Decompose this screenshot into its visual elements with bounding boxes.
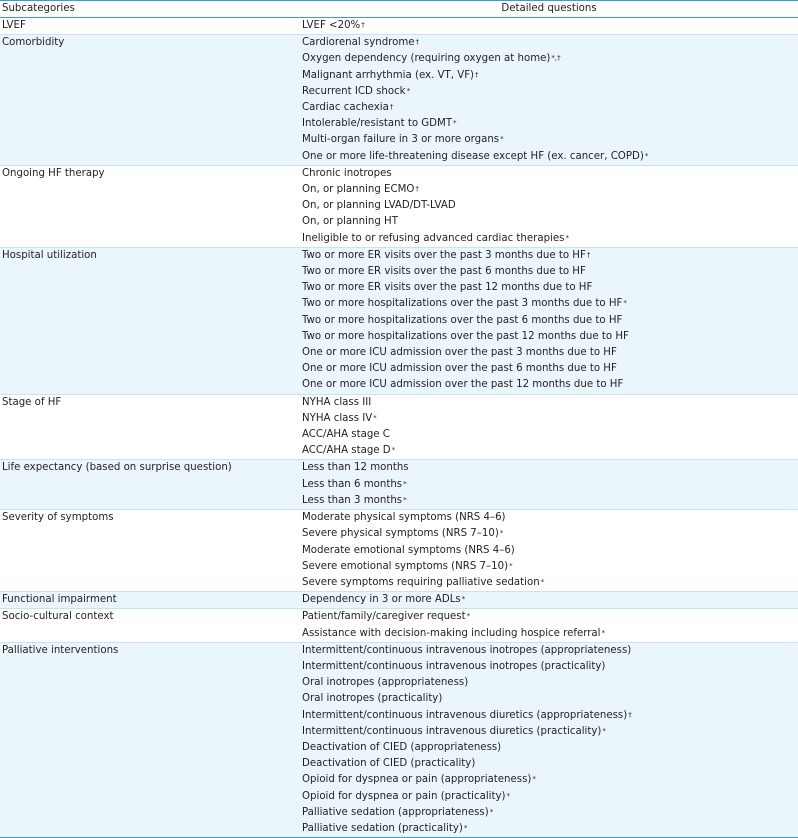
table-row <box>0 68 798 84</box>
question-text: Severe symptoms requiring palliative sedation <box>302 576 540 588</box>
question-text: Intermittent/continuous intravenous diuretics (practicality) <box>302 725 602 737</box>
question-cell <box>300 84 798 100</box>
question-text: On, or planning LVAD/DT-LVAD <box>302 200 456 212</box>
question-text: Cardiorenal syndrome <box>302 37 415 49</box>
question-text: Oxygen dependency (requiring oxygen at home) <box>302 53 551 65</box>
subcategory-cell <box>0 68 300 84</box>
question-text: Intermittent/continuous intravenous inotropes (appropriateness) <box>302 644 632 656</box>
question-cell <box>300 592 798 609</box>
question-cell <box>300 35 798 52</box>
question-text: Intolerable/resistant to GDMT <box>302 118 453 130</box>
question-text: Multi-organ failure in 3 or more organs <box>302 134 500 146</box>
footnote-marker: * <box>506 791 511 800</box>
footnote-marker: * <box>509 561 513 570</box>
question-text: Two or more hospitalizations over the past 12 months due to HF <box>302 330 629 342</box>
table-row <box>0 510 798 527</box>
question-cell <box>300 626 798 643</box>
question-text: Cardiac cachexia <box>302 102 389 114</box>
footnote-marker: † <box>415 38 420 47</box>
question-text: ACC/AHA stage D <box>302 445 391 457</box>
table-row <box>0 411 798 427</box>
table-row <box>0 100 798 116</box>
question-cell <box>300 821 798 838</box>
footnote-marker: * <box>463 823 468 832</box>
subcategory-cell <box>0 477 300 493</box>
question-cell <box>300 394 798 411</box>
table-row <box>0 116 798 132</box>
question-cell <box>300 264 798 280</box>
table-row <box>0 231 798 248</box>
table-row <box>0 756 798 772</box>
question-cell <box>300 247 798 264</box>
table-row <box>0 51 798 67</box>
subcategory-cell <box>0 411 300 427</box>
table-row <box>0 575 798 592</box>
table-row <box>0 345 798 361</box>
question-text: Less than 6 months <box>302 478 403 490</box>
question-text: NYHA class IV <box>302 412 373 424</box>
subcategory-cell: Comorbidity <box>0 35 300 52</box>
subcategory-cell <box>0 361 300 377</box>
table-row <box>0 165 798 182</box>
question-text: Two or more hospitalizations over the past 6 months due to HF <box>302 314 623 326</box>
subcategory-cell <box>0 100 300 116</box>
question-cell <box>300 165 798 182</box>
subcategory-cell <box>0 280 300 296</box>
footnote-marker: * <box>461 595 466 604</box>
subcategory-cell <box>0 675 300 691</box>
question-text: Severe emotional symptoms (NRS 7–10) <box>302 560 509 572</box>
question-text: Recurrent ICD shock <box>302 85 406 97</box>
table-row <box>0 377 798 394</box>
question-cell <box>300 493 798 510</box>
question-cell <box>300 296 798 312</box>
subcategory-cell <box>0 575 300 592</box>
subcategory-cell <box>0 559 300 575</box>
question-text: Malignant arrhythmia (ex. VT, VF) <box>302 69 475 81</box>
footnote-marker: † <box>586 250 591 259</box>
footnote-marker: * <box>644 151 649 160</box>
question-cell <box>300 377 798 394</box>
table-row <box>0 313 798 329</box>
subcategory-cell <box>0 772 300 788</box>
question-text: Opioid for dyspnea or pain (appropriateness) <box>302 774 532 786</box>
table-row <box>0 772 798 788</box>
subcategory-cell <box>0 51 300 67</box>
question-cell <box>300 198 798 214</box>
table-row <box>0 84 798 100</box>
subcategory-cell: Functional impairment <box>0 592 300 609</box>
question-cell <box>300 345 798 361</box>
question-cell <box>300 510 798 527</box>
table-row <box>0 592 798 609</box>
footnote-marker: * <box>500 135 504 144</box>
question-cell <box>300 740 798 756</box>
question-text: Deactivation of CIED (appropriateness) <box>302 741 502 753</box>
subcategory-cell: Ongoing HF therapy <box>0 165 300 182</box>
table-row <box>0 394 798 411</box>
question-cell <box>300 772 798 788</box>
subcategory-cell <box>0 313 300 329</box>
question-cell <box>300 789 798 805</box>
footnote-marker: * <box>466 612 471 621</box>
footnote-marker: * <box>499 529 504 538</box>
question-cell <box>300 313 798 329</box>
header-detailed-questions: Detailed questions <box>300 1 798 18</box>
footnote-marker: † <box>389 103 394 112</box>
subcategory-cell <box>0 182 300 198</box>
question-cell <box>300 18 798 35</box>
subcategory-cell: Palliative interventions <box>0 642 300 659</box>
question-cell <box>300 132 798 148</box>
table-row <box>0 247 798 264</box>
question-text: Ineligible to or refusing advanced cardiac therapies <box>302 232 565 244</box>
table-row <box>0 198 798 214</box>
question-text: Moderate physical symptoms (NRS 4–6) <box>302 512 506 524</box>
subcategory-cell <box>0 296 300 312</box>
footnote-marker: * <box>540 577 545 586</box>
table-row <box>0 642 798 659</box>
question-text: Deactivation of CIED (practicality) <box>302 758 476 770</box>
question-cell <box>300 116 798 132</box>
footnote-marker: * <box>532 775 536 784</box>
question-cell <box>300 609 798 626</box>
table-row <box>0 214 798 230</box>
question-text: One or more ICU admission over the past 3 months due to HF <box>302 347 617 359</box>
question-text: On, or planning ECMO <box>302 184 415 196</box>
header-row <box>0 1 798 18</box>
footnote-marker: * <box>373 413 377 422</box>
question-text: Two or more ER visits over the past 12 months due to HF <box>302 282 593 294</box>
question-text: Palliative sedation (practicality) <box>302 822 463 834</box>
question-cell <box>300 411 798 427</box>
table-row <box>0 708 798 724</box>
question-text: Opioid for dyspnea or pain (practicality) <box>302 790 506 802</box>
table-row <box>0 543 798 559</box>
table-row <box>0 18 798 35</box>
table-body <box>0 18 798 838</box>
table-row <box>0 789 798 805</box>
question-text: Two or more ER visits over the past 3 months due to HF <box>302 249 586 261</box>
question-text: Oral inotropes (appropriateness) <box>302 677 469 689</box>
question-cell <box>300 427 798 443</box>
table-row <box>0 675 798 691</box>
subcategory-cell <box>0 214 300 230</box>
table-row <box>0 264 798 280</box>
subcategory-cell <box>0 84 300 100</box>
subcategory-cell: Life expectancy (based on surprise question) <box>0 460 300 477</box>
table-row <box>0 427 798 443</box>
question-cell <box>300 68 798 84</box>
footnote-marker: * <box>403 495 407 504</box>
question-cell <box>300 460 798 477</box>
footnote-marker: * <box>565 233 569 242</box>
subcategory-cell <box>0 443 300 460</box>
header-subcategories: Subcategories <box>0 1 300 18</box>
subcategory-cell <box>0 493 300 510</box>
table-row <box>0 821 798 838</box>
table-row <box>0 460 798 477</box>
question-cell <box>300 526 798 542</box>
subcategory-cell <box>0 821 300 838</box>
question-text: Less than 12 months <box>302 462 409 474</box>
question-text: Two or more hospitalizations over the past 3 months due to HF <box>302 298 623 310</box>
table-row <box>0 609 798 626</box>
table-row <box>0 724 798 740</box>
subcategory-cell <box>0 708 300 724</box>
question-cell <box>300 756 798 772</box>
subcategory-cell <box>0 264 300 280</box>
subcategory-cell <box>0 345 300 361</box>
table-row <box>0 149 798 166</box>
question-text: One or more life-threatening disease except HF (ex. cancer, COPD) <box>302 150 644 162</box>
table-row <box>0 443 798 460</box>
subcategory-cell <box>0 789 300 805</box>
question-text: Assistance with decision-making including hospice referral <box>302 627 601 639</box>
question-text: LVEF <20% <box>302 20 361 31</box>
question-text: Chronic inotropes <box>302 167 392 179</box>
footnote-marker: * <box>453 119 457 128</box>
question-text: One or more ICU admission over the past 6 months due to HF <box>302 363 617 375</box>
table-row <box>0 361 798 377</box>
footnote-marker: * <box>601 628 605 637</box>
table-row <box>0 296 798 312</box>
question-text: Palliative sedation (appropriateness) <box>302 806 489 818</box>
footnote-marker: † <box>475 70 479 79</box>
table-row <box>0 493 798 510</box>
question-cell <box>300 575 798 592</box>
table-row <box>0 740 798 756</box>
question-text: Intermittent/continuous intravenous diuretics (appropriateness) <box>302 709 628 721</box>
subcategory-cell <box>0 626 300 643</box>
question-cell <box>300 691 798 707</box>
question-cell <box>300 231 798 248</box>
subcategory-cell <box>0 659 300 675</box>
question-cell <box>300 659 798 675</box>
question-cell <box>300 724 798 740</box>
subcategory-cell <box>0 740 300 756</box>
table-row <box>0 559 798 575</box>
footnote-marker: * <box>489 807 494 816</box>
subcategory-cell <box>0 724 300 740</box>
footnote-marker: † <box>361 21 365 29</box>
table-row <box>0 659 798 675</box>
question-cell <box>300 443 798 460</box>
question-text: Two or more ER visits over the past 6 months due to HF <box>302 266 586 278</box>
subcategory-cell: LVEF <box>0 18 300 35</box>
question-text: Patient/family/caregiver request <box>302 611 466 623</box>
subcategory-cell: Severity of symptoms <box>0 510 300 527</box>
footnote-marker: * <box>391 446 396 455</box>
subcategory-cell: Socio-cultural context <box>0 609 300 626</box>
question-cell <box>300 642 798 659</box>
question-cell <box>300 182 798 198</box>
table-row <box>0 526 798 542</box>
question-cell <box>300 559 798 575</box>
question-text: Severe physical symptoms (NRS 7–10) <box>302 528 499 540</box>
question-cell <box>300 708 798 724</box>
question-cell <box>300 361 798 377</box>
footnote-marker: † <box>415 185 419 194</box>
footnote-marker: *,† <box>551 54 561 63</box>
table-row <box>0 626 798 643</box>
table-row <box>0 691 798 707</box>
footnote-marker: † <box>628 710 632 719</box>
question-cell <box>300 149 798 166</box>
subcategory-cell <box>0 377 300 394</box>
question-text: One or more ICU admission over the past 12 months due to HF <box>302 379 624 391</box>
question-text: NYHA class III <box>302 396 372 408</box>
subcategory-cell <box>0 198 300 214</box>
question-cell <box>300 543 798 559</box>
table-row <box>0 329 798 345</box>
table-row <box>0 132 798 148</box>
question-text: Less than 3 months <box>302 494 403 506</box>
subcategory-cell <box>0 149 300 166</box>
question-cell <box>300 51 798 67</box>
question-cell <box>300 280 798 296</box>
subcategory-cell <box>0 231 300 248</box>
table-row <box>0 280 798 296</box>
question-cell <box>300 477 798 493</box>
subcategory-cell <box>0 543 300 559</box>
footnote-marker: * <box>623 299 627 308</box>
subcategory-cell: Stage of HF <box>0 394 300 411</box>
subcategory-cell <box>0 427 300 443</box>
footnote-marker: * <box>406 86 411 95</box>
table-row <box>0 182 798 198</box>
table-row <box>0 477 798 493</box>
question-text: On, or planning HT <box>302 216 398 228</box>
subcategory-cell <box>0 691 300 707</box>
footnote-marker: * <box>602 726 606 735</box>
subcategory-cell: Hospital utilization <box>0 247 300 264</box>
subcategory-cell <box>0 526 300 542</box>
question-cell <box>300 214 798 230</box>
question-cell <box>300 675 798 691</box>
question-cell <box>300 329 798 345</box>
question-text: Moderate emotional symptoms (NRS 4–6) <box>302 544 515 556</box>
question-text: Intermittent/continuous intravenous inotropes (practicality) <box>302 660 606 672</box>
subcategory-cell <box>0 756 300 772</box>
footnote-marker: * <box>403 479 407 488</box>
question-text: Oral inotropes (practicality) <box>302 693 443 705</box>
table-row <box>0 35 798 52</box>
question-text: Dependency in 3 or more ADLs <box>302 594 461 606</box>
subcategory-cell <box>0 132 300 148</box>
question-text: ACC/AHA stage C <box>302 429 390 441</box>
subcategory-cell <box>0 116 300 132</box>
subcategory-cell <box>0 329 300 345</box>
question-cell <box>300 100 798 116</box>
